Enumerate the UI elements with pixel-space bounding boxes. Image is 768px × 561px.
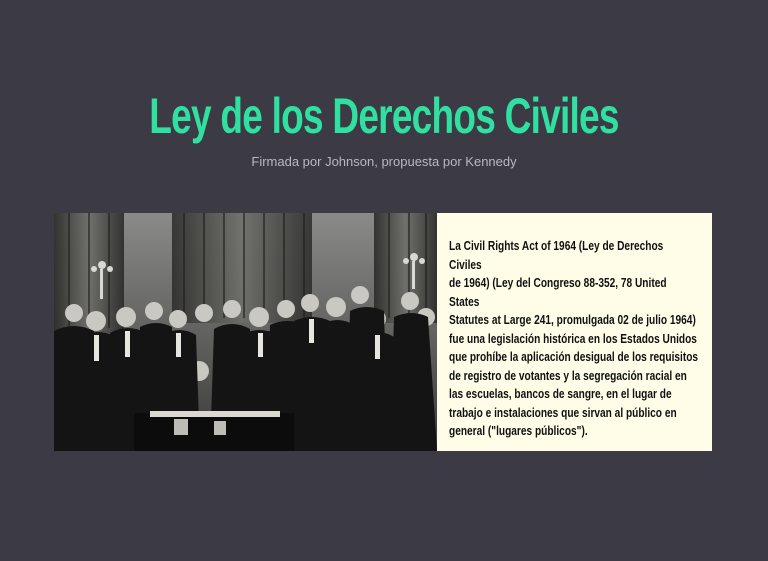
slide-subtitle: Firmada por Johnson, propuesta por Kennedy — [251, 154, 517, 169]
photo-illustration — [54, 213, 437, 451]
description-box — [437, 213, 712, 451]
description-text — [449, 237, 699, 441]
description-line: fue una legislación histórica en los Estados Unidos — [449, 330, 697, 346]
slide-title: Ley de los Derechos Civiles — [149, 88, 619, 144]
description-line: que prohíbe la aplicación desigual de los requisitos — [449, 349, 699, 364]
description-line: de registro de votantes y la segregación racial en — [449, 367, 687, 383]
description-line: de 1964) (Ley del Congreso 88-352, 78 United States — [449, 275, 667, 309]
description-line: las escuelas, bancos de sangre, en el lugar de — [449, 386, 672, 401]
description-line: trabajo e instalaciones que sirvan al público en — [449, 404, 677, 420]
signing-photo — [54, 213, 437, 451]
description-line: general ("lugares públicos"). — [449, 423, 588, 438]
description-line: Statutes at Large 241, promulgada 02 de julio 1964) — [449, 312, 696, 327]
description-line: La Civil Rights Act of 1964 (Ley de Derechos Civiles — [449, 238, 664, 272]
